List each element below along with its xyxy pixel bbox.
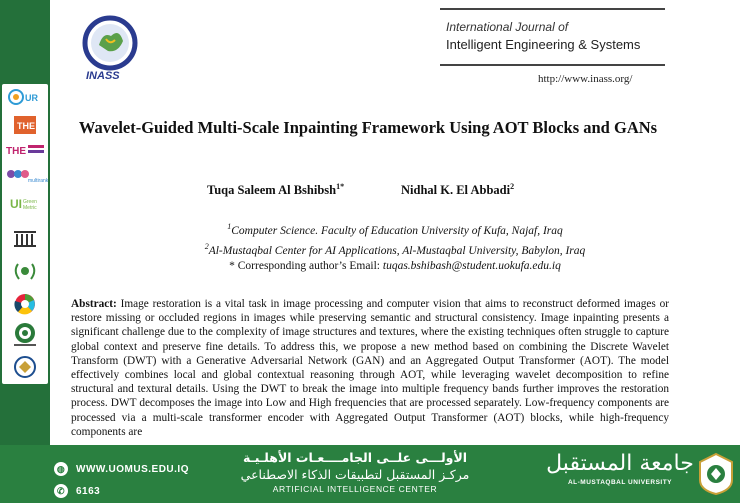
university-seal-icon — [697, 452, 735, 496]
website-row — [54, 458, 189, 480]
svg-text:Metric: Metric — [23, 205, 37, 211]
svg-text:THE: THE — [6, 146, 26, 157]
pillars-logo — [6, 230, 44, 248]
paper-title: Wavelet-Guided Multi-Scale Inpainting Framework Using AOT Blocks and GANs — [78, 118, 658, 137]
paper-page — [50, 0, 740, 445]
author-2 — [401, 182, 514, 198]
affiliation-2-sup: 2 — [204, 241, 209, 251]
affiliation-2 — [50, 239, 740, 259]
corresponding-author — [50, 259, 740, 274]
university-wordmark — [545, 449, 695, 486]
journal-url[interactable]: http://www.inass.org/ — [538, 73, 633, 85]
cur-logo — [6, 88, 44, 106]
footer-arabic-line2: مركـز المستقبل لتطبيقات الذكاء الاصطناعي — [240, 467, 470, 482]
author-1 — [207, 182, 344, 198]
sdg-wheel-logo — [6, 292, 44, 316]
abstract-label: Abstract: — [71, 298, 117, 310]
author-1-sup: 1* — [336, 182, 345, 191]
svg-text:THE: THE — [17, 121, 35, 131]
abstract-text: Image restoration is a vital task in image processing and computer vision that aims to reconstruct deformed images or restore missing or occluded regions in images while preserving semantic and structural consistency. Image inpainting presents a significant challenge due to the complexity of image structures and textures, where the existing techniques often struggle to capture global context and preserve fine details. To address this, we propose a new method based on combining the Discrete Wavelet Transform (DWT) with a Generative Adversarial Network (GAN) and an Aggregated Output Transformer (AOT). The model effectively combines local and global contextual reasoning through AOT, while leveraging wavelet decomposition to refine structural and textural details. Using the DWT to break the image into multiple frequency bands further improves the restoration process. DWT decomposes the image into Low and High frequencies that are processed separately. Low-frequency components are processed via a multi-scale transformer encoder with Aggregated Output Transformer (AOT) blocks, while high-frequency components are — [71, 298, 669, 438]
phone-icon: ✆ — [54, 484, 68, 498]
university-arabic-name: جامعة المستقبل — [546, 451, 694, 476]
the-logo — [6, 116, 44, 134]
ranking-seal-logo — [6, 322, 44, 348]
svg-text:multirank: multirank — [28, 178, 49, 184]
the-impact-logo — [6, 142, 44, 160]
journal-name-box — [440, 8, 665, 66]
inass-logo-text: INASS — [86, 70, 120, 82]
laurel-logo — [6, 260, 44, 282]
sidebar — [0, 0, 50, 445]
ranking-logos-panel — [2, 84, 48, 384]
globe-icon: ◍ — [54, 462, 68, 476]
corresponding-email[interactable]: tuqas.bshibash@student.uokufa.edu.iq — [382, 259, 561, 272]
website-text[interactable]: WWW.UOMUS.EDU.IQ — [76, 463, 189, 475]
affiliation-1-text: Computer Science. Faculty of Education University of Kufa, Najaf, Iraq — [231, 224, 563, 237]
author-1-name: Tuqa Saleem Al Bshibsh — [207, 183, 337, 198]
university-english-name: AL-MUSTAQBAL UNIVERSITY — [567, 479, 673, 486]
footer-arabic-line1: الأولـــى علــى الجامــــعـات الأهلـيـة — [242, 450, 468, 465]
phone-row — [54, 480, 189, 502]
affiliations — [50, 219, 740, 274]
affiliation-1 — [50, 219, 740, 239]
svg-text:UI: UI — [10, 197, 22, 211]
footer-contact — [54, 458, 189, 502]
phone-text[interactable]: 6163 — [76, 485, 101, 497]
footer-center-text — [240, 449, 470, 495]
affiliation-1-sup: 1 — [227, 222, 232, 231]
journal-name-line2: Intelligent Engineering & Systems — [446, 37, 641, 52]
svg-text:UR: UR — [25, 93, 38, 103]
author-2-sup: 2 — [510, 182, 515, 191]
svg-text:Green: Green — [23, 199, 37, 205]
journal-name-line1: International Journal of — [446, 20, 569, 34]
affiliation-2-text: Al-Mustaqbal Center for AI Applications, Al-Mustaqbal University, Babylon, Iraq — [208, 244, 586, 257]
author-2-name: Nidhal K. El Abbadi — [401, 183, 511, 198]
inass-logo — [82, 15, 138, 71]
abstract — [71, 297, 669, 439]
corresponding-label: * Corresponding author’s Email: — [229, 259, 383, 272]
multirank-logo — [6, 166, 49, 184]
footer-english-center: ARTIFICIAL INTELLIGENCE CENTER — [272, 484, 438, 494]
arab-universities-logo — [6, 356, 44, 380]
ui-greenmetric-logo — [6, 194, 44, 216]
